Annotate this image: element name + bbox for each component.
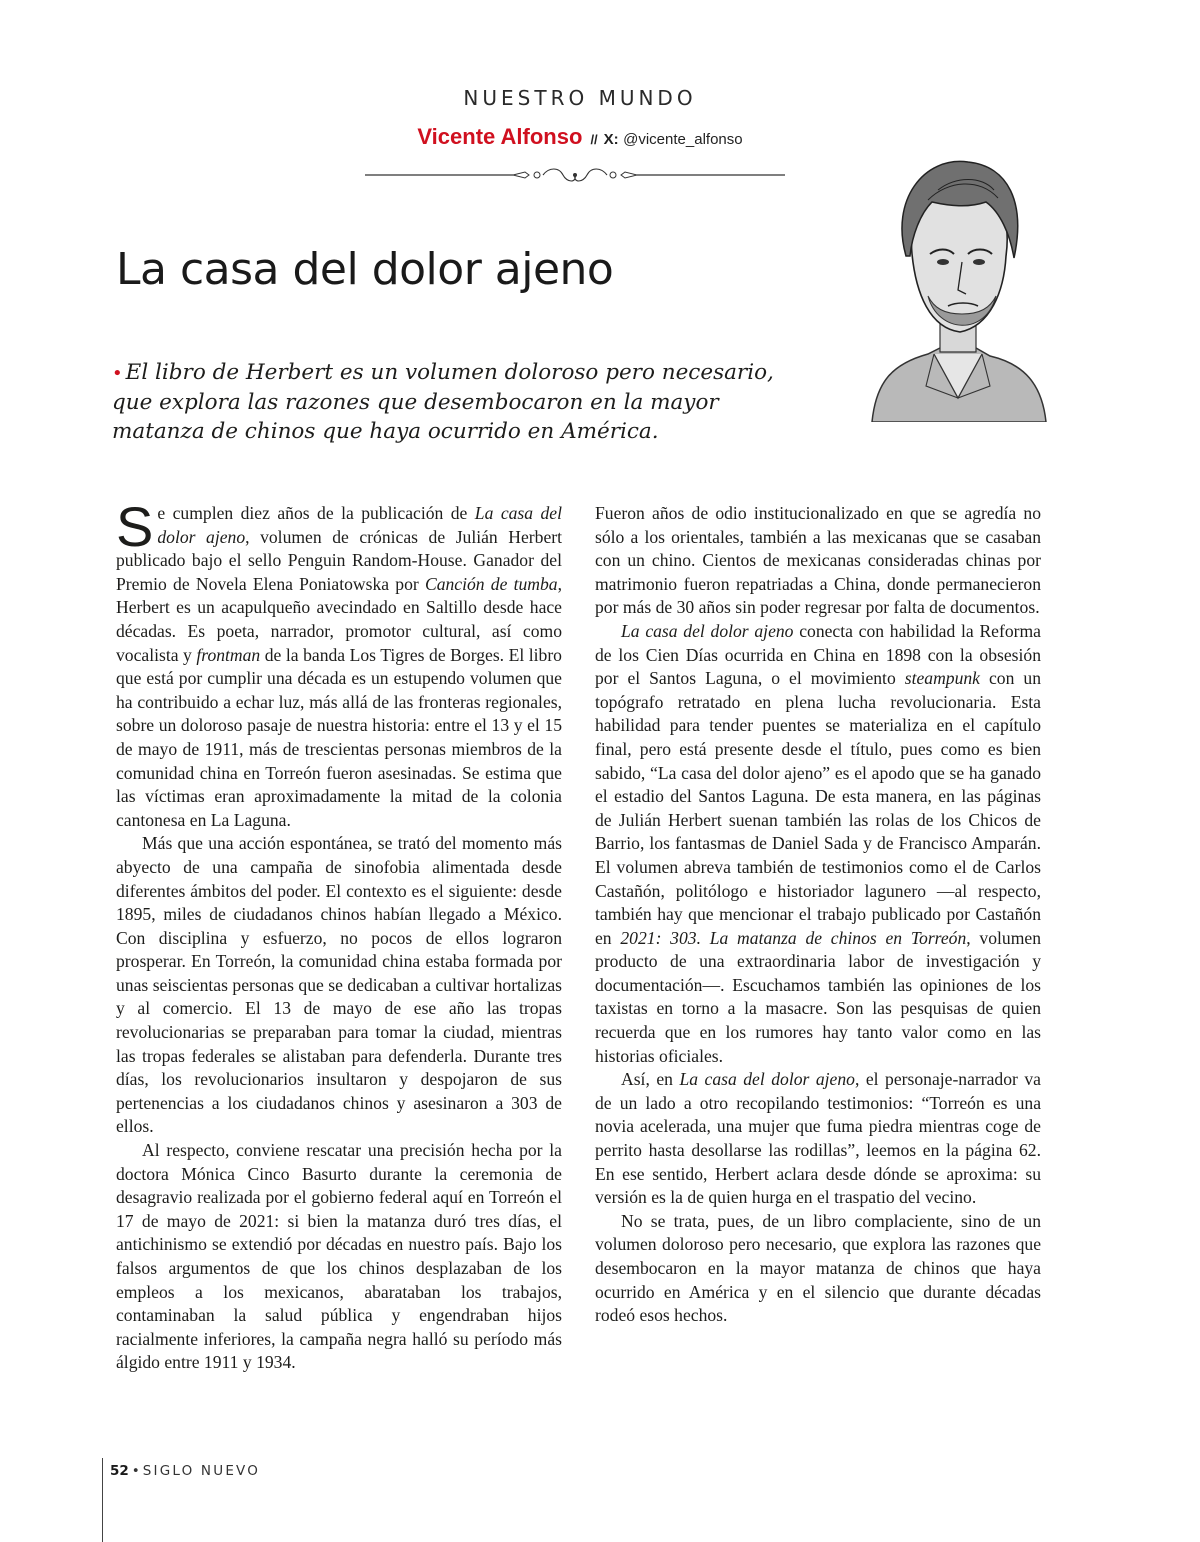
body-paragraph [595,620,1041,1068]
x-label: X: [603,131,619,148]
author-name: Vicente Alfonso [417,124,583,149]
italic-run: La casa del dolor ajeno [679,1069,855,1090]
author-handle[interactable]: @vicente_alfonso [623,131,743,148]
text-run: e cumplen diez años de la publicación de [157,503,475,523]
paragraph-text [595,1069,1041,1207]
byline-separator: // [590,132,598,147]
text-run: , Herbert es un acapulqueño avecindado en Saltillo desde hace décadas. Es poeta, narrador, promotor cultural, así como vocalista y [116,573,562,665]
italic-run: steampunk [904,668,980,689]
section-label: NUESTRO MUNDO [463,86,697,110]
text-run: , el personaje-narrador va de un lado a otro recopilando testimonios: “Torreón es una novia acelerada, una mujer que fuma piedra mientras coge de perrito hasta desollarse las rodillas”, leemos en la página 62. En ese sentido, Herbert aclara desde dónde se aproxima: su versión es la de quien hurga en el traspatio del vecino. [595,1069,1041,1208]
author-portrait-icon [868,150,1048,422]
deck-text: El libro de Herbert es un volumen doloroso pero necesario, que explora las razones que desembocaron en la mayor matanza de chinos que haya ocurrido en América. [112,360,774,444]
article-column-right [595,502,1041,1328]
paragraph-text [595,503,1041,617]
italic-run: frontman [196,644,261,665]
paragraph-text [595,621,1041,1066]
footer-rule [102,1458,103,1542]
italic-run: Canción de tumba [424,573,558,594]
text-run: , volumen producto de una extraordinaria labor de investigación y documentación—. Escuchamos también las opiniones de los taxistas en torno a la masacre. Son las pesquisas de quien recuerda que en los rumores hay tanto valor como en las historias oficiales. [595,927,1042,1066]
article-deck [112,358,812,446]
byline [360,124,800,150]
text-run: con un topógrafo retratado en plena lucha revolucionaria. Esta habilidad para tender puentes se materializa en el capítulo final, pero está presente desde el título, pues como es bien sabido, “La casa del dolor ajeno” es el apodo que se ha ganado el estadio del Santos Laguna. De esta manera, en las páginas de Julián Herbert suenan también las rolas de los Chicos de Barrio, los fantasmas de Daniel Sada y de Francisco Amparán. El volumen abreva también de testimonios como el de Carlos Castañón, politólogo e historiador lagunero —al respecto, también hay que mencionar el trabajo publicado por Castañón en [595,668,1041,948]
page-number: 52 [110,1463,129,1479]
red-bullet-icon: • [112,363,123,384]
footer-dot: • [131,1463,140,1479]
body-paragraph [116,495,563,832]
text-run: No se trata, pues, de un libro complaciente, sino de un volumen doloroso pero necesario, que explora las razones que desembocaron en la mayor matanza de chinos que haya ocurrido en América y en el silencio que durante décadas rodeó esos hechos. [595,1210,1041,1326]
paragraph-text [595,1211,1041,1325]
body-paragraph [116,1139,562,1375]
text-run: Así, en [621,1069,680,1090]
italic-run: 2021: 303. La matanza de chinos en Torreón [620,927,967,948]
italic-run: La casa del dolor ajeno [621,620,794,641]
body-paragraph [116,832,562,1139]
text-run: de la banda Los Tigres de Borges. El libro que está por cumplir una década es un estupendo volumen que ha contribuido a echar luz, más allá de las fronteras regionales, sobre un doloroso pasaje de nuestra historia: entre el 13 y el 15 de mayo de 1911, más de trescientas personas miembros de la comunidad china en Torreón fueron asesinadas. Se estima que las víctimas eran aproximadamente la mitad de la colonia cantonesa en La Laguna. [116,644,562,830]
text-run: Más que una acción espontánea, se trató del momento más abyecto de una campaña de sinofobia alimentada desde diferentes ámbitos del poder. El contexto es el siguiente: desde 1895, miles de ciudadanos chinos habían llegado a México. Con disciplina y esfuerzo, no pocos de ellos lograron prosperar. En Torreón, la comunidad china estaba formada por unas seiscientas personas que se dedicaban a cultivar hortalizas y al comercio. El 13 de mayo de ese año las tropas revolucionarias se preparaban para tomar la ciudad, mientras las tropas federales se alistaban para defenderla. Durante tres días, los revolucionarios insultaron y despojaron de sus pertenencias a los ciudadanos chinos y asesinaron a 303 de ellos. [116,833,562,1137]
ornament-divider-icon [365,166,785,184]
body-paragraph [595,502,1041,620]
text-run: conecta con habilidad la Reforma de los Cien Días ocurrida en China en 1898 con la obsesión por el Santos Laguna, o el movimiento [595,620,1041,689]
body-paragraph [595,1068,1041,1210]
paragraph-text [116,833,562,1136]
italic-run: La casa del dolor ajeno [157,503,562,547]
article-column-left [116,495,563,1375]
text-run: Fueron años de odio institucionalizado en que se agredía no sólo a los orientales, también a las mexicanas que se casaban con un chino. Cientos de mexicanas consideradas chinas por matrimonio fueron repatriadas a China, donde permanecieron por más de 30 años sin poder regresar por falta de documentos. [595,503,1041,618]
article-title: La casa del dolor ajeno [116,244,614,295]
publication-name: SIGLO NUEVO [142,1463,261,1479]
text-run: Al respecto, conviene rescatar una precisión hecha por la doctora Mónica Cinco Basurto durante la ceremonia de desagravio realizada por el gobierno federal aquí en Torreón el 17 de mayo de 2021: si bien la matanza duró tres días, el antichinismo se extendió por décadas en nuestro país. Bajo los falsos argumentos de que los chinos desplazaban de los empleos a los mexicanos, abarataban los trabajos, contaminaban la salud pública y engendraban hijos racialmente inferiores, la campaña negra halló su período más álgido entre 1911 y 1934. [116,1140,562,1373]
paragraph-text [116,1140,562,1372]
body-paragraph [595,1210,1041,1328]
text-run: , volumen de crónicas de Julián Herbert publicado bajo el sello Penguin Random-House. Ganador del Premio de Novela Elena Poniatowska por [116,526,563,594]
page-footer [110,1463,260,1479]
drop-cap: S [116,495,154,558]
paragraph-text [116,495,563,830]
